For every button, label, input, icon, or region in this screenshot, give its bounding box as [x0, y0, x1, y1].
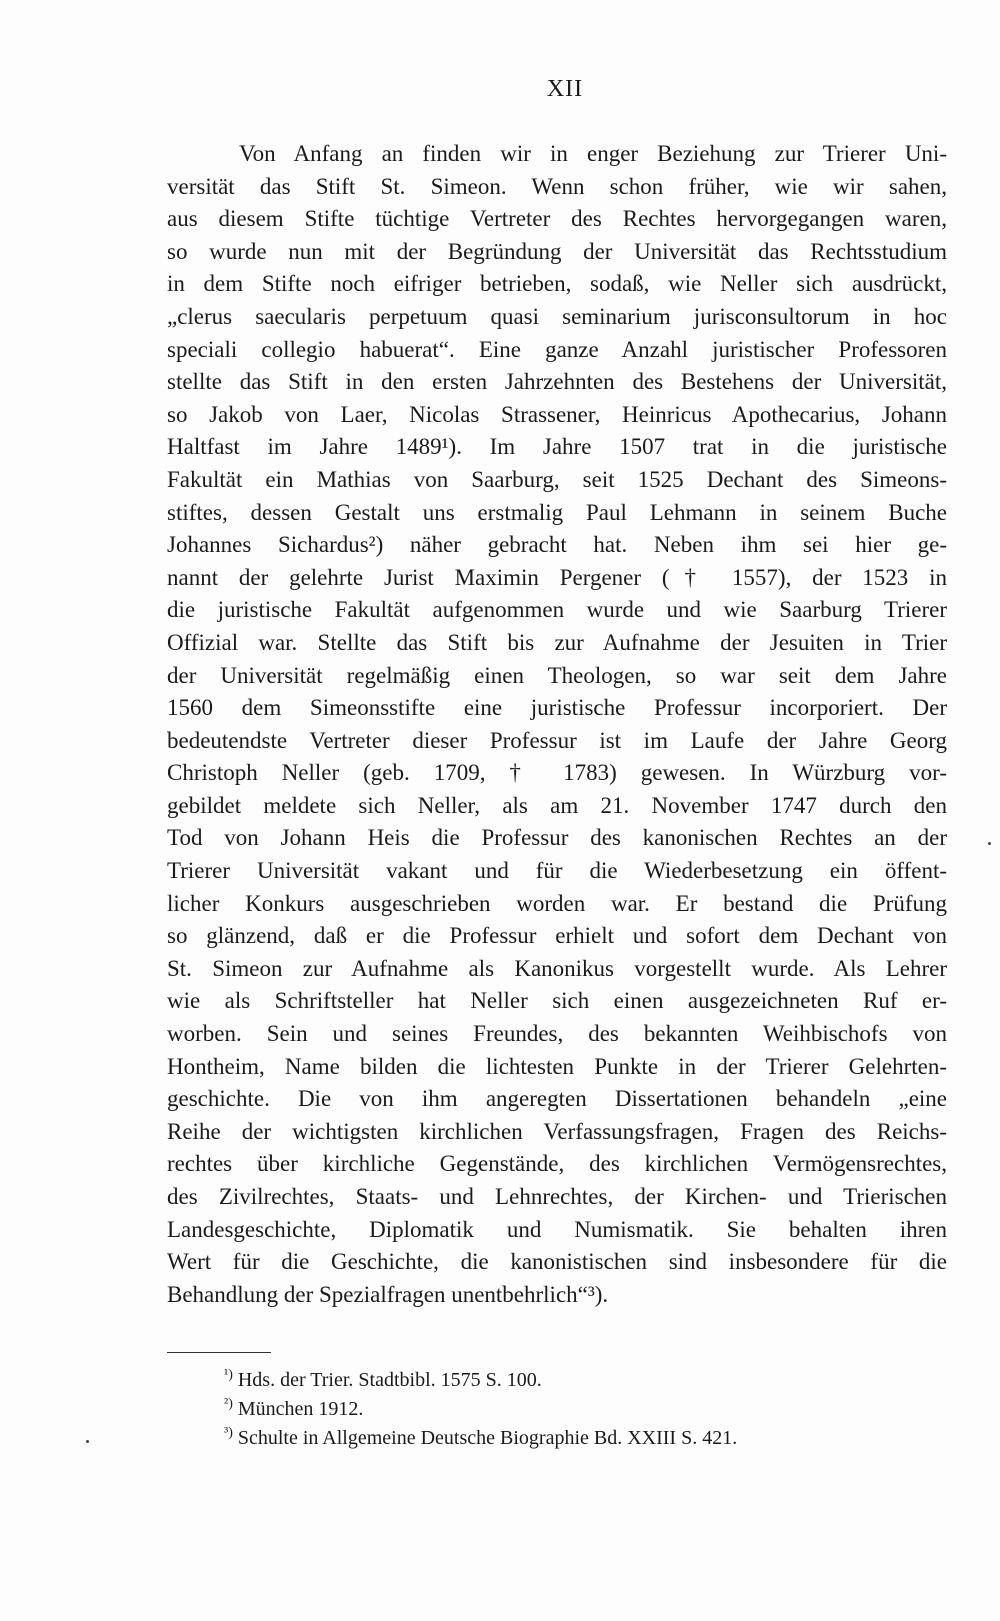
text-line: Tod von Johann Heis die Professur des kanonischen Rechtes an der: [167, 825, 947, 851]
text-line: bedeutendste Vertreter dieser Professur ist im Laufe der Jahre Georg: [167, 727, 947, 753]
footnote-3: [224, 1424, 944, 1453]
footnote-mark: ³): [224, 1425, 233, 1441]
footnote-text: München 1912.: [232, 1398, 364, 1420]
text-line: Trierer Universität vakant und für die Wiederbesetzung ein öffent-: [167, 858, 947, 884]
text-line: „clerus saecularis perpetuum quasi seminarium jurisconsultorum in hoc: [167, 303, 947, 329]
footnote-divider: [167, 1352, 271, 1353]
text-line: geschichte. Die von ihm angeregten Dissertationen behandeln „eine: [167, 1086, 947, 1112]
body-text: [167, 138, 947, 1311]
text-line: Wert für die Geschichte, die kanonistischen sind insbesondere für die: [167, 1249, 947, 1275]
page-number: XII: [546, 76, 584, 102]
text-line: so glänzend, daß er die Professur erhielt und sofort dem Dechant von: [167, 923, 947, 949]
text-line: Landesgeschichte, Diplomatik und Numismatik. Sie behalten ihren: [167, 1216, 947, 1242]
text-line: Reihe der wichtigsten kirchlichen Verfassungsfragen, Fragen des Reichs-: [167, 1118, 947, 1144]
text-line: aus diesem Stifte tüchtige Vertreter des Rechtes hervorgegangen waren,: [167, 206, 947, 232]
text-line: Haltfast im Jahre 1489¹). Im Jahre 1507 trat in die juristische: [167, 434, 947, 460]
text-line: Christoph Neller (geb. 1709, † 1783) gewesen. In Würzburg vor-: [167, 760, 947, 786]
text-line: Johannes Sichardus²) näher gebracht hat. Neben ihm sei hier ge-: [167, 532, 947, 558]
text-line: Fakultät ein Mathias von Saarburg, seit 1525 Dechant des Simeons-: [167, 466, 947, 492]
footnotes: [224, 1366, 944, 1453]
footnote-mark: ¹): [224, 1367, 233, 1383]
text-line: rechtes über kirchliche Gegenstände, des kirchlichen Vermögensrechtes,: [167, 1151, 947, 1177]
text-line: die juristische Fakultät aufgenommen wurde und wie Saarburg Trierer: [167, 597, 947, 623]
text-line: so wurde nun mit der Begründung der Universität das Rechtsstudium: [167, 238, 947, 264]
text-line: Offizial war. Stellte das Stift bis zur Aufnahme der Jesuiten in Trier: [167, 629, 947, 655]
footnote-mark: ²): [224, 1396, 233, 1412]
scan-speck: [86, 1440, 89, 1443]
text-line: stellte das Stift in den ersten Jahrzehnten des Bestehens der Universität,: [167, 369, 947, 395]
text-line: versität das Stift St. Simeon. Wenn schon früher, wie wir sahen,: [167, 173, 947, 199]
footnote-1: [224, 1366, 944, 1395]
text-line: stiftes, dessen Gestalt uns erstmalig Paul Lehmann in seinem Buche: [167, 499, 947, 525]
footnote-text: Schulte in Allgemeine Deutsche Biographie Bd. XXIII S. 421.: [232, 1427, 738, 1449]
footnote-text: Hds. der Trier. Stadtbibl. 1575 S. 100.: [232, 1369, 542, 1391]
text-line: 1560 dem Simeonsstifte eine juristische Professur incorporiert. Der: [167, 695, 947, 721]
scan-speck: [988, 842, 991, 845]
text-line: Von Anfang an finden wir in enger Beziehung zur Trierer Uni-: [239, 141, 947, 166]
text-line: speciali collegio habuerat“. Eine ganze Anzahl juristischer Professoren: [167, 336, 947, 362]
text-line: wie als Schriftsteller hat Neller sich einen ausgezeichneten Ruf er-: [167, 988, 947, 1014]
text-line: nannt der gelehrte Jurist Maximin Pergener († 1557), der 1523 in: [167, 564, 947, 590]
text-line: der Universität regelmäßig einen Theologen, so war seit dem Jahre: [167, 662, 947, 688]
text-line: licher Konkurs ausgeschrieben worden war. Er bestand die Prüfung: [167, 890, 947, 916]
text-line: des Zivilrechtes, Staats- und Lehnrechtes, der Kirchen- und Trierischen: [167, 1184, 947, 1209]
text-line: Hontheim, Name bilden die lichtesten Punkte in der Trierer Gelehrten-: [167, 1053, 947, 1079]
footnote-2: [224, 1395, 944, 1424]
text-line: worben. Sein und seines Freundes, des bekannten Weihbischofs von: [167, 1021, 947, 1047]
text-line: in dem Stifte noch eifriger betrieben, sodaß, wie Neller sich ausdrückt,: [167, 271, 947, 297]
text-line: gebildet meldete sich Neller, als am 21. November 1747 durch den: [167, 792, 947, 818]
text-line: Behandlung der Spezialfragen unentbehrlich“³).: [167, 1281, 609, 1307]
text-line: St. Simeon zur Aufnahme als Kanonikus vorgestellt wurde. Als Lehrer: [167, 955, 947, 981]
text-line: so Jakob von Laer, Nicolas Strassener, Heinricus Apothecarius, Johann: [167, 401, 947, 427]
